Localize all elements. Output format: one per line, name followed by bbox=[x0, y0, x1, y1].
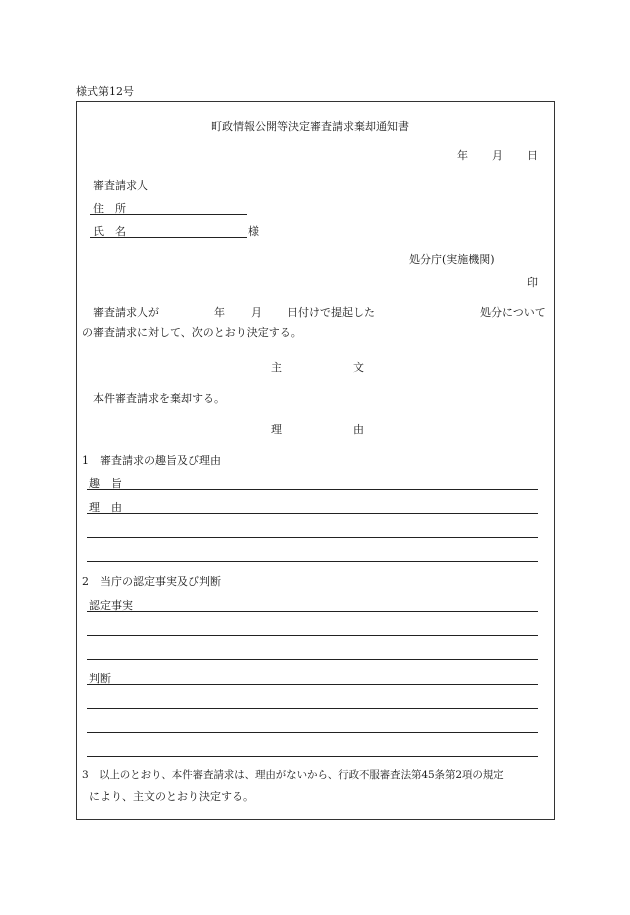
body-prefix: 審査請求人が bbox=[93, 306, 159, 319]
facts-blank-line bbox=[87, 659, 538, 660]
section3-line2: により、主文のとおり決定する。 bbox=[89, 790, 254, 803]
agency-label: 処分庁(実施機関) bbox=[409, 253, 495, 266]
body-month: 月 bbox=[251, 306, 262, 319]
reason-label: 理 由 bbox=[89, 501, 122, 514]
judgment-blank-line bbox=[87, 708, 538, 709]
body-year: 年 bbox=[214, 306, 225, 319]
facts-underline bbox=[87, 611, 538, 612]
judgment-blank-line bbox=[87, 732, 538, 733]
address-underline bbox=[90, 214, 247, 215]
purpose-underline bbox=[87, 489, 538, 490]
honorific: 様 bbox=[248, 225, 259, 238]
body-date-suffix: 日付けで提起した bbox=[287, 306, 375, 319]
judgment-label: 判断 bbox=[89, 672, 111, 685]
form-number: 様式第12号 bbox=[76, 85, 134, 98]
section3-line1: 3 以上のとおり、本件審査請求は、理由がないから、行政不服審査法第45条第2項の規定 bbox=[82, 769, 504, 781]
main-content: 本件審査請求を棄却する。 bbox=[93, 392, 225, 405]
main-heading-a: 主 bbox=[271, 361, 282, 374]
section2-heading: 2 当庁の認定事実及び判断 bbox=[82, 575, 221, 588]
date-day: 日 bbox=[527, 149, 538, 162]
reason-heading-a: 理 bbox=[271, 423, 282, 436]
date-year: 年 bbox=[457, 149, 468, 162]
name-label: 氏 名 bbox=[93, 225, 126, 238]
recipient-label: 審査請求人 bbox=[93, 179, 148, 192]
judgment-blank-line bbox=[87, 756, 538, 757]
section1-heading: 1 審査請求の趣旨及び理由 bbox=[82, 454, 221, 467]
reason-underline bbox=[87, 513, 538, 514]
reason-heading-b: 由 bbox=[353, 423, 364, 436]
seal-mark: 印 bbox=[527, 276, 538, 289]
facts-blank-line bbox=[87, 635, 538, 636]
reason-blank-line bbox=[87, 537, 538, 538]
facts-label: 認定事実 bbox=[89, 599, 133, 612]
judgment-underline bbox=[87, 684, 538, 685]
address-label: 住 所 bbox=[93, 202, 126, 215]
body-line2: の審査請求に対して、次のとおり決定する。 bbox=[82, 326, 302, 339]
reason-blank-line bbox=[87, 561, 538, 562]
date-month: 月 bbox=[492, 149, 503, 162]
main-heading-b: 文 bbox=[353, 361, 364, 374]
body-decision-suffix: 処分について bbox=[480, 306, 546, 319]
name-underline bbox=[90, 237, 247, 238]
purpose-label: 趣 旨 bbox=[89, 477, 122, 490]
document-title: 町政情報公開等決定審査請求棄却通知書 bbox=[211, 120, 409, 133]
